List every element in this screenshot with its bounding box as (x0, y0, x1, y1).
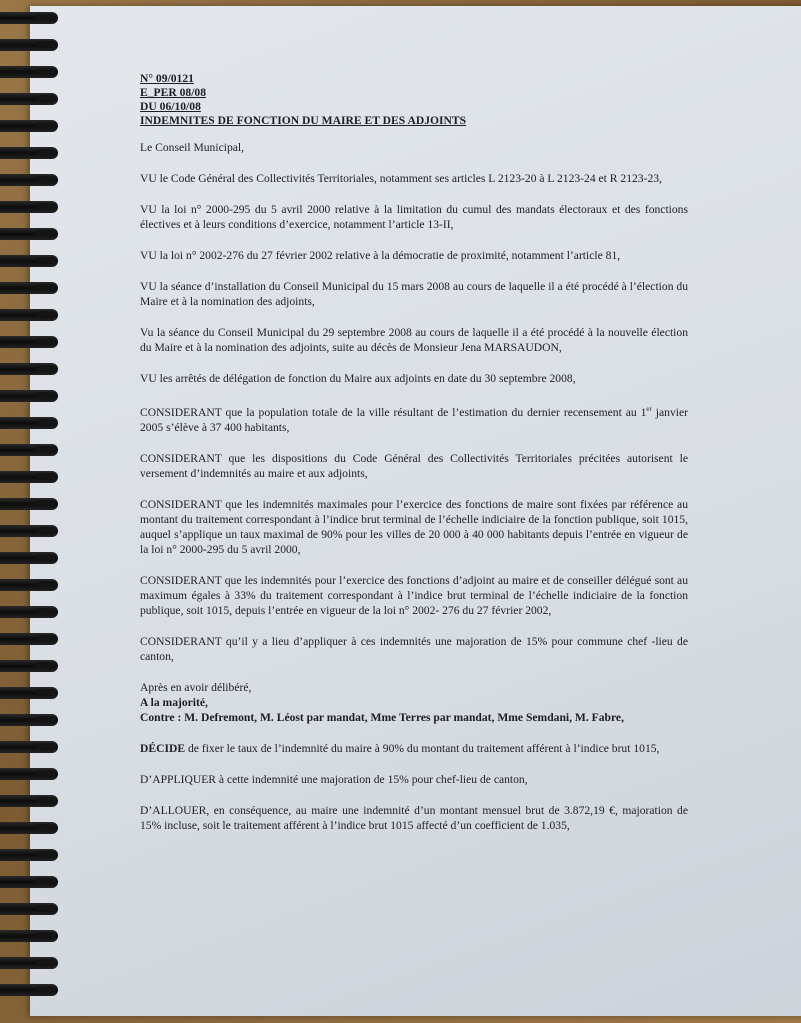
binding-ring (0, 255, 58, 267)
binding-ring (0, 363, 58, 375)
binding-ring (0, 984, 58, 996)
binding-ring (0, 39, 58, 51)
binding-ring (0, 93, 58, 105)
binding-ring (0, 309, 58, 321)
vu-paragraph: VU le Code Général des Collectivités Territoriales, notamment ses articles L 2123-20 à L 2123-24 et R 2123-23, (140, 172, 662, 185)
vu-paragraph: VU la loi n° 2002-276 du 27 février 2002 relative à la démocratie de proximité, notamment l’article 81, (140, 249, 621, 262)
document-body (140, 72, 688, 849)
allocate-paragraph: D’ALLOUER, en conséquence, au maire une indemnité d’un montant mensuel brut de 3.872,19 €, majoration de 15% incluse, soit le traitement afférent à l’indice brut 1015 affecté d’un coefficient de 1.035, (140, 803, 688, 832)
deliberation-line: Après en avoir délibéré, (140, 680, 252, 694)
binding-ring (0, 525, 58, 537)
reference-number: N° 09/0121 (140, 72, 194, 85)
binding-ring (0, 147, 58, 159)
vu-paragraph: Vu la séance du Conseil Municipal du 29 septembre 2008 au cours de laquelle il a été procédé à la nouvelle élection du Maire et à la nomination des adjoints, suite au décès de Monsieur Jena MARSAUDON, (140, 326, 688, 354)
vu-paragraph: VU la loi n° 2000-295 du 5 avril 2000 relative à la limitation du cumul des mandats électoraux et des fonctions électives et à leurs conditions d’exercice, notamment l’article 13-II, (140, 203, 688, 231)
binding-ring (0, 120, 58, 132)
binding-ring (0, 201, 58, 213)
vote-block (140, 680, 688, 725)
binding-ring (0, 579, 58, 591)
vu-paragraph: VU la séance d’installation du Conseil Municipal du 15 mars 2008 au cours de laquelle il a été procédé à l’élection du Maire et à la nomination des adjoints, (140, 280, 688, 308)
reference-date: DU 06/10/08 (140, 100, 201, 113)
majority-line: A la majorité, (140, 695, 208, 709)
considerant-population (140, 402, 688, 435)
binding-ring (0, 930, 58, 942)
spiral-binding (0, 0, 62, 1023)
binding-ring (0, 417, 58, 429)
apply-paragraph: D’APPLIQUER à cette indemnité une majoration de 15% pour chef-lieu de canton, (140, 772, 528, 786)
binding-ring (0, 660, 58, 672)
binding-ring (0, 228, 58, 240)
binding-ring (0, 741, 58, 753)
binding-ring (0, 849, 58, 861)
document-title: INDEMNITES DE FONCTION DU MAIRE ET DES ADJOINTS (140, 114, 467, 127)
binding-ring (0, 336, 58, 348)
binding-ring (0, 174, 58, 186)
decide-text: de fixer le taux de l’indemnité du maire à 90% du montant du traitement afférent à l’indice brut 1015, (185, 741, 660, 755)
binding-ring (0, 390, 58, 402)
reference-code: E_PER 08/08 (140, 86, 207, 99)
binding-ring (0, 498, 58, 510)
population-text-end: janvier 2005 s’élève à 37 400 habitants, (140, 405, 688, 434)
population-superscript: er (646, 405, 652, 413)
binding-ring (0, 768, 58, 780)
considerant-paragraph: CONSIDERANT que les indemnités maximales pour l’exercice des fonctions de maire sont fixées par référence au montant du traitement correspondant à l’indice brut terminal de l’échelle indiciaire de la fonction publique, soit 1015, auquel s’applique un taux maximal de 90% pour les villes de 20 000 à 40 000 habitants depuis l’entrée en vigueur de la loi n° 2000-295 du 5 avril 2000, (140, 497, 688, 556)
binding-ring (0, 957, 58, 969)
binding-ring (0, 66, 58, 78)
considerant-paragraph: CONSIDERANT que les dispositions du Code Général des Collectivités Territoriales précitées autorisent le versement d’indemnités au maire et aux adjoints, (140, 451, 688, 480)
intro-line: Le Conseil Municipal, (140, 141, 245, 154)
binding-ring (0, 282, 58, 294)
considerant-paragraph: CONSIDERANT que les indemnités pour l’exercice des fonctions d’adjoint au maire et de conseiller délégué sont au maximum égales à 33% du traitement correspondant à l’indice brut terminal de l’échelle indiciaire de la fonction publique, soit 1015, depuis l’entrée en vigueur de la loi n° 2002- 276 du 27 février 2002, (140, 573, 688, 617)
binding-ring (0, 12, 58, 24)
binding-ring (0, 795, 58, 807)
vu-paragraph: VU les arrêtés de délégation de fonction du Maire aux adjoints en date du 30 septembre 2008, (140, 372, 576, 385)
binding-ring (0, 876, 58, 888)
binding-ring (0, 903, 58, 915)
binding-ring (0, 552, 58, 564)
against-line: Contre : M. Defremont, M. Léost par mandat, Mme Terres par mandat, Mme Semdani, M. Fabre, (140, 710, 624, 724)
binding-ring (0, 822, 58, 834)
population-text-start: CONSIDERANT que la population totale de la ville résultant de l’estimation du dernier recensement au 1 (140, 405, 647, 419)
decision-paragraph (140, 741, 688, 756)
binding-ring (0, 714, 58, 726)
binding-ring (0, 606, 58, 618)
considerant-paragraph: CONSIDERANT qu’il y a lieu d’appliquer à ces indemnités une majoration de 15% pour commune chef -lieu de canton, (140, 634, 688, 663)
binding-ring (0, 687, 58, 699)
binding-ring (0, 444, 58, 456)
binding-ring (0, 633, 58, 645)
binding-ring (0, 471, 58, 483)
decide-keyword: DÉCIDE (140, 741, 186, 755)
